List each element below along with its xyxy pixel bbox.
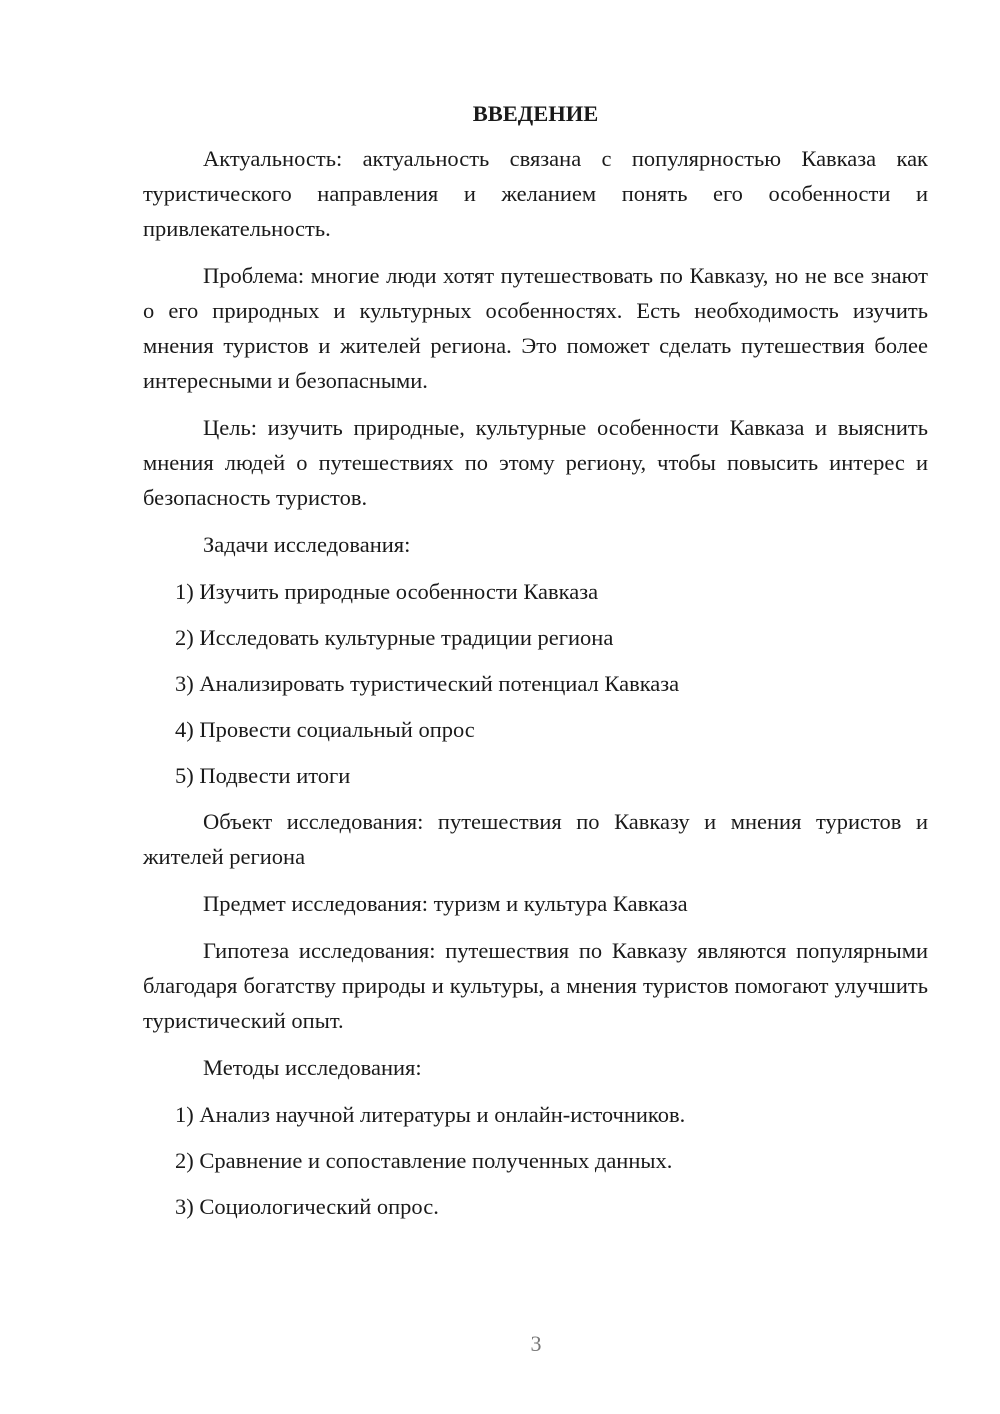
tasks-list xyxy=(143,574,928,793)
tasks-heading: Задачи исследования: xyxy=(203,532,411,557)
method-item: 3) Социологический опрос. xyxy=(175,1194,439,1219)
methods-heading: Методы исследования: xyxy=(203,1055,422,1080)
page-number: 3 xyxy=(530,1331,542,1356)
document-body xyxy=(143,96,928,1235)
task-item: 3) Анализировать туристический потенциал Кавказа xyxy=(175,671,680,696)
method-item: 1) Анализ научной литературы и онлайн-источников. xyxy=(175,1102,686,1127)
section-title: ВВЕДЕНИЕ xyxy=(472,101,599,126)
hypothesis-paragraph: Гипотеза исследования: путешествия по Кавказу являются популярными благодаря богатству природы и культуры, а мнения туристов помогают улучшить туристический опыт. xyxy=(143,938,928,1033)
task-item: 2) Исследовать культурные традиции региона xyxy=(175,625,614,650)
task-item: 5) Подвести итоги xyxy=(175,763,351,788)
relevance-paragraph: Актуальность: актуальность связана с популярностью Кавказа как туристического направления и желанием понять его особенности и привлекательность. xyxy=(143,146,928,241)
task-item: 4) Провести социальный опрос xyxy=(175,717,475,742)
method-item: 2) Сравнение и сопоставление полученных данных. xyxy=(175,1148,673,1173)
task-item: 1) Изучить природные особенности Кавказа xyxy=(175,579,599,604)
methods-list xyxy=(143,1097,928,1224)
problem-paragraph: Проблема: многие люди хотят путешествовать по Кавказу, но не все знают о его природных и культурных особенностях. Есть необходимость изучить мнения туристов и жителей региона. Это поможет сделать путешествия более интересными и безопасными. xyxy=(143,263,928,393)
subject-paragraph: Предмет исследования: туризм и культура Кавказа xyxy=(203,891,688,916)
object-paragraph: Объект исследования: путешествия по Кавказу и мнения туристов и жителей региона xyxy=(143,809,928,869)
goal-paragraph: Цель: изучить природные, культурные особенности Кавказа и выяснить мнения людей о путешествиях по этому региону, чтобы повысить интерес и безопасность туристов. xyxy=(143,415,928,510)
